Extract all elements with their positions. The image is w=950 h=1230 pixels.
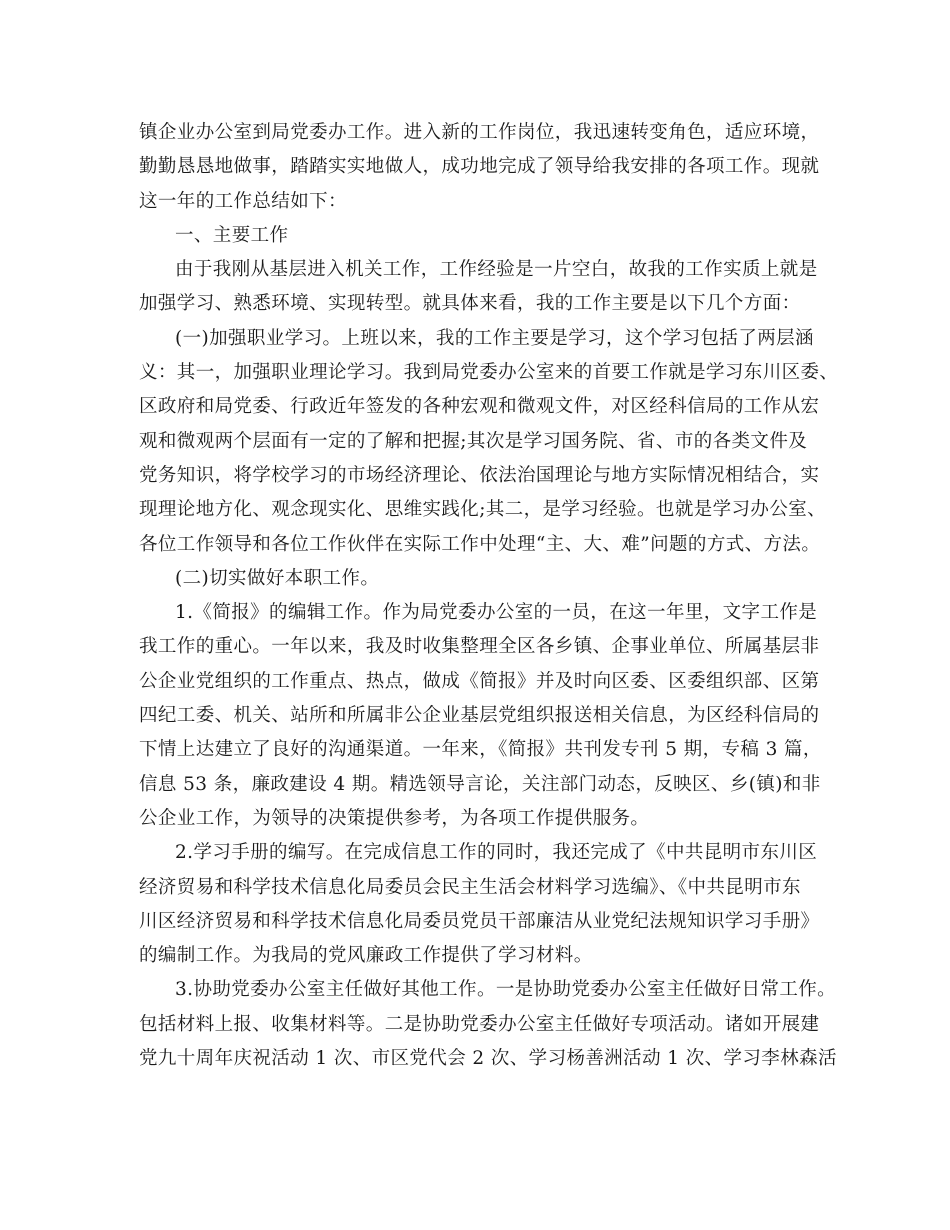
text-line: 川区经济贸易和科学技术信息化局委员党员干部廉洁从业党纪法规知识学习手册》: [139, 910, 820, 932]
text-line: 镇企业办公室到局党委办工作。进入新的工作岗位，我迅速转变角色，适应环境，: [139, 122, 820, 143]
text-line: 公企业党组织的工作重点、热点，做成《简报》并及时向区委、区委组织部、区第: [139, 670, 820, 692]
text-line: 包括材料上报、收集材料等。二是协助党委办公室主任做好专项活动。诸如开展建: [139, 1013, 820, 1035]
text-line: (一)加强职业学习。上班以来，我的工作主要是学习，这个学习包括了两层涵: [175, 327, 814, 349]
text-line: 我工作的重心。一年以来，我及时收集整理全区各乡镇、企事业单位、所属基层非: [139, 636, 820, 658]
text-line: 2.学习手册的编写。在完成信息工作的同时，我还完成了《中共昆明市东川区: [175, 842, 818, 864]
text-line: 1.《简报》的编辑工作。作为局党委办公室的一员，在这一年里，文字工作是: [175, 602, 818, 624]
text-line: 经济贸易和科学技术信息化局委员会民主生活会材料学习选编》、《中共昆明市东: [139, 876, 801, 898]
text-line: 党九十周年庆祝活动 1 次、市区党代会 2 次、学习杨善洲活动 1 次、学习李林森活: [139, 1048, 837, 1070]
text-line: 一、主要工作: [175, 224, 289, 246]
text-line: 党务知识，将学校学习的市场经济理论、依法治国理论与地方实际情况相结合，实: [139, 464, 820, 486]
text-line: 现理论地方化、观念现实化、思维实践化;其二，是学习经验。也就是学习办公室、: [139, 499, 827, 521]
text-line: 这一年的工作总结如下：: [139, 190, 347, 212]
text-line: 勤勤恳恳地做事，踏踏实实地做人，成功地完成了领导给我安排的各项工作。现就: [139, 156, 820, 178]
text-line: 公企业工作，为领导的决策提供参考，为各项工作提供服务。: [139, 807, 650, 829]
text-line: 义：其一，加强职业理论学习。我到局党委办公室来的首要工作就是学习东川区委、: [139, 362, 839, 384]
text-line: 信息 53 条，廉政建设 4 期。精选领导言论，关注部门动态，反映区、乡(镇)和非: [139, 773, 821, 795]
text-line: 各位工作领导和各位工作伙伴在实际工作中处理“主、大、难”问题的方式、方法。: [139, 533, 821, 555]
text-line: (二)切实做好本职工作。: [175, 567, 380, 589]
text-line: 观和微观两个层面有一定的了解和把握;其次是学习国务院、省、市的各类文件及: [139, 430, 808, 452]
text-line: 加强学习、熟悉环境、实现转型。就具体来看，我的工作主要是以下几个方面：: [139, 293, 801, 315]
text-line: 下情上达建立了良好的沟通渠道。一年来，《简报》共刊发专刊 5 期，专稿 3 篇，: [139, 739, 822, 761]
text-line: 区政府和局党委、行政近年签发的各种宏观和微观文件，对区经科信局的工作从宏: [139, 396, 820, 418]
text-line: 3.协助党委办公室主任做好其他工作。一是协助党委办公室主任做好日常工作。: [175, 979, 837, 1001]
text-line: 四纪工委、机关、站所和所属非公企业基层党组织报送相关信息，为区经科信局的: [139, 705, 820, 727]
text-line: 由于我刚从基层进入机关工作，工作经验是一片空白，故我的工作实质上就是: [175, 259, 818, 281]
document-body: [139, 116, 839, 1076]
text-line: 的编制工作。为我局的党风廉政工作提供了学习材料。: [139, 945, 593, 967]
